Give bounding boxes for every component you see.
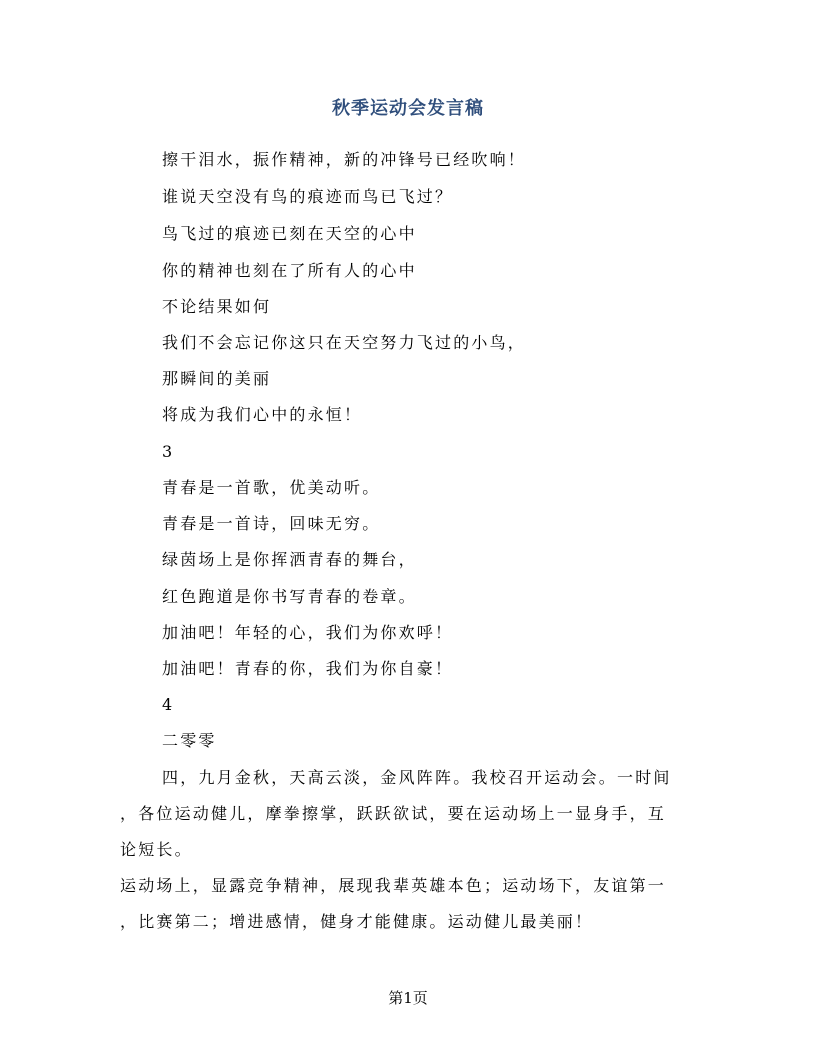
text-line: 我们不会忘记你这只在天空努力飞过的小鸟，	[162, 333, 527, 352]
text-line: 鸟飞过的痕迹已刻在天空的心中	[162, 224, 417, 243]
paragraph-line: 运动场上，显露竞争精神，展现我辈英雄本色；运动场下，友谊第一	[120, 876, 667, 895]
paragraph-line: 论短长。	[120, 840, 193, 859]
text-line: 不论结果如何	[162, 297, 272, 316]
text-line: 谁说天空没有鸟的痕迹而鸟已飞过？	[162, 187, 454, 206]
text-line: 你的精神也刻在了所有人的心中	[162, 261, 417, 280]
text-line: 3	[162, 442, 175, 461]
paragraph-line: 四，九月金秋，天高云淡，金风阵阵。我校召开运动会。一时间	[162, 768, 672, 787]
page-number: 第1页	[388, 989, 428, 1007]
text-line: 擦干泪水，振作精神，新的冲锋号已经吹响！	[162, 150, 527, 169]
text-line: 二零零	[162, 731, 217, 750]
paragraph-line: ，各位运动健儿，摩拳擦掌，跃跃欲试，要在运动场上一显身手，互	[120, 804, 667, 823]
text-line: 那瞬间的美丽	[162, 369, 272, 388]
text-line: 加油吧！青春的你，我们为你自豪！	[162, 659, 454, 678]
document-title: 秋季运动会发言稿	[332, 98, 484, 119]
text-line: 绿茵场上是你挥洒青春的舞台，	[162, 550, 417, 569]
text-line: 将成为我们心中的永恒！	[162, 405, 363, 424]
text-line: 青春是一首歌，优美动听。	[162, 478, 381, 497]
text-line: 红色跑道是你书写青春的卷章。	[162, 587, 417, 606]
text-line: 青春是一首诗，回味无穷。	[162, 514, 381, 533]
paragraph-line: ，比赛第二；增进感情，健身才能健康。运动健儿最美丽！	[120, 912, 594, 931]
text-line: 加油吧！年轻的心，我们为你欢呼！	[162, 623, 454, 642]
text-line: 4	[162, 695, 175, 714]
